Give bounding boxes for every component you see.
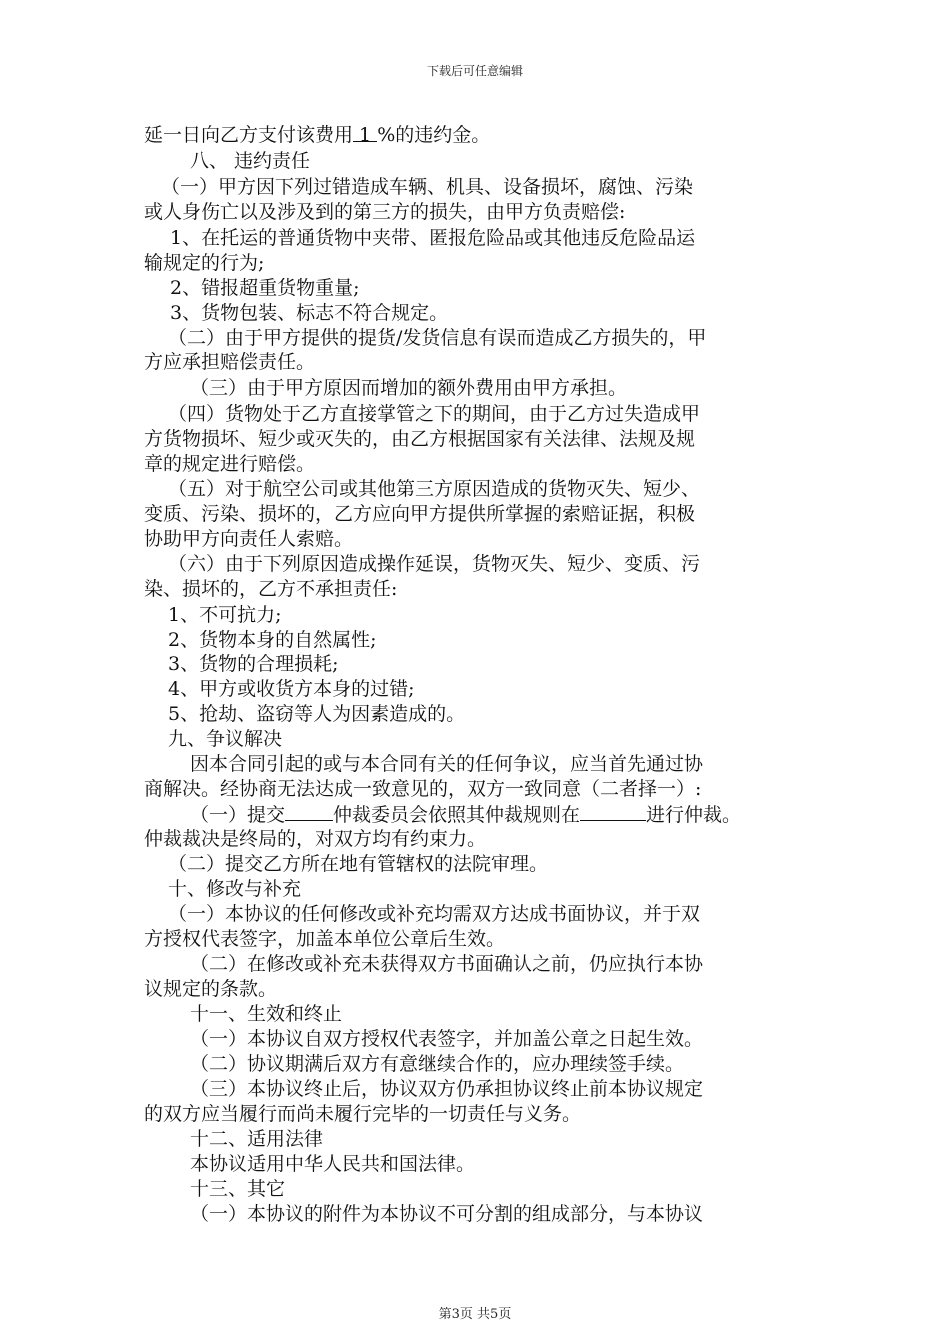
text-line: 因本合同引起的或与本合同有关的任何争议，应当首先通过协	[190, 753, 704, 775]
text-line: 议规定的条款。	[144, 978, 278, 1000]
text-line: 本协议适用中华人民共和国法律。	[190, 1153, 476, 1175]
text-line: 或人身伤亡以及涉及到的第三方的损失，由甲方负责赔偿:	[144, 201, 626, 223]
text-line: 协助甲方向责任人索赔。	[144, 528, 354, 550]
text-line: 输规定的行为;	[144, 252, 265, 274]
line-text: 延一日向乙方支付该费用	[144, 124, 354, 146]
line-text: （一）提交	[190, 804, 286, 826]
text-line: 1、不可抗力;	[168, 604, 282, 626]
line-text: 进行仲裁。	[646, 804, 742, 826]
fill-blank	[285, 802, 333, 821]
text-line: 2、货物本身的自然属性;	[168, 629, 377, 651]
text-line: （二）提交乙方所在地有管辖权的法院审理。	[168, 853, 549, 875]
text-line: 方货物损坏、短少或灭失的，由乙方根据国家有关法律、法规及规	[144, 428, 696, 450]
text-line	[144, 123, 490, 147]
text-line: 的双方应当履行而尚未履行完毕的一切责任与义务。	[144, 1103, 582, 1125]
page-footer: 第3页 共5页	[438, 1307, 512, 1322]
text-line: （二）由于甲方提供的提货/发货信息有误而造成乙方损失的，甲	[168, 327, 707, 349]
text-line: 染、损坏的，乙方不承担责任:	[144, 578, 398, 600]
section-heading: 十三、其它	[190, 1178, 286, 1200]
text-line	[190, 802, 741, 827]
text-line: （二）协议期满后双方有意继续合作的，应办理续签手续。	[190, 1053, 685, 1075]
section-heading: 八、 违约责任	[190, 150, 311, 172]
text-line: 3、货物包装、标志不符合规定。	[170, 302, 449, 324]
text-line: 4、甲方或收货方本身的过错;	[168, 678, 415, 700]
page-header: 下载后可任意编辑	[426, 64, 523, 78]
text-line: （一）本协议的任何修改或补充均需双方达成书面协议，并于双	[168, 903, 701, 925]
text-line: 商解决。经协商无法达成一致意见的，双方一致同意（二者择一）:	[144, 778, 702, 800]
text-line: （一）甲方因下列过错造成车辆、机具、设备损坏，腐蚀、污染	[161, 176, 694, 198]
text-line: 方授权代表签字，加盖本单位公章后生效。	[144, 928, 506, 950]
line-text: 仲裁委员会依照其仲裁规则在	[333, 804, 581, 826]
line-text: %的违约金。	[377, 124, 491, 146]
text-line: 仲裁裁决是终局的，对双方均有约束力。	[144, 828, 487, 850]
text-line: （一）本协议自双方授权代表签字，并加盖公章之日起生效。	[190, 1028, 704, 1050]
section-heading: 九、争议解决	[168, 728, 283, 750]
text-line: 2、错报超重货物重量;	[170, 277, 360, 299]
text-line: （二）在修改或补充未获得双方书面确认之前，仍应执行本协	[190, 953, 704, 975]
text-line: （一）本协议的附件为本协议不可分割的组成部分，与本协议	[190, 1203, 704, 1225]
fill-blank	[580, 802, 646, 821]
section-heading: 十、修改与补充	[168, 878, 302, 900]
text-line: 变质、污染、损坏的，乙方应向甲方提供所掌握的索赔证据，积极	[144, 503, 696, 525]
section-heading: 十一、生效和终止	[190, 1003, 343, 1025]
text-line: 章的规定进行赔偿。	[144, 453, 316, 475]
text-line: （三）本协议终止后，协议双方仍承担协议终止前本协议规定	[190, 1078, 704, 1100]
text-line: 5、抢劫、盗窃等人为因素造成的。	[168, 703, 466, 725]
text-line: （五）对于航空公司或其他第三方原因造成的货物灭失、短少、	[168, 478, 701, 500]
fill-blank: 1	[353, 124, 378, 146]
text-line: 方应承担赔偿责任。	[144, 351, 316, 373]
text-line: （四）货物处于乙方直接掌管之下的期间，由于乙方过失造成甲	[168, 403, 701, 425]
text-line: （三）由于甲方原因而增加的额外费用由甲方承担。	[190, 377, 628, 399]
text-line: 3、货物的合理损耗;	[168, 653, 339, 675]
text-line: （六）由于下列原因造成操作延误，货物灭失、短少、变质、污	[168, 553, 701, 575]
text-line: 1、在托运的普通货物中夹带、匿报危险品或其他违反危险品运	[170, 227, 696, 249]
section-heading: 十二、适用法律	[190, 1128, 324, 1150]
